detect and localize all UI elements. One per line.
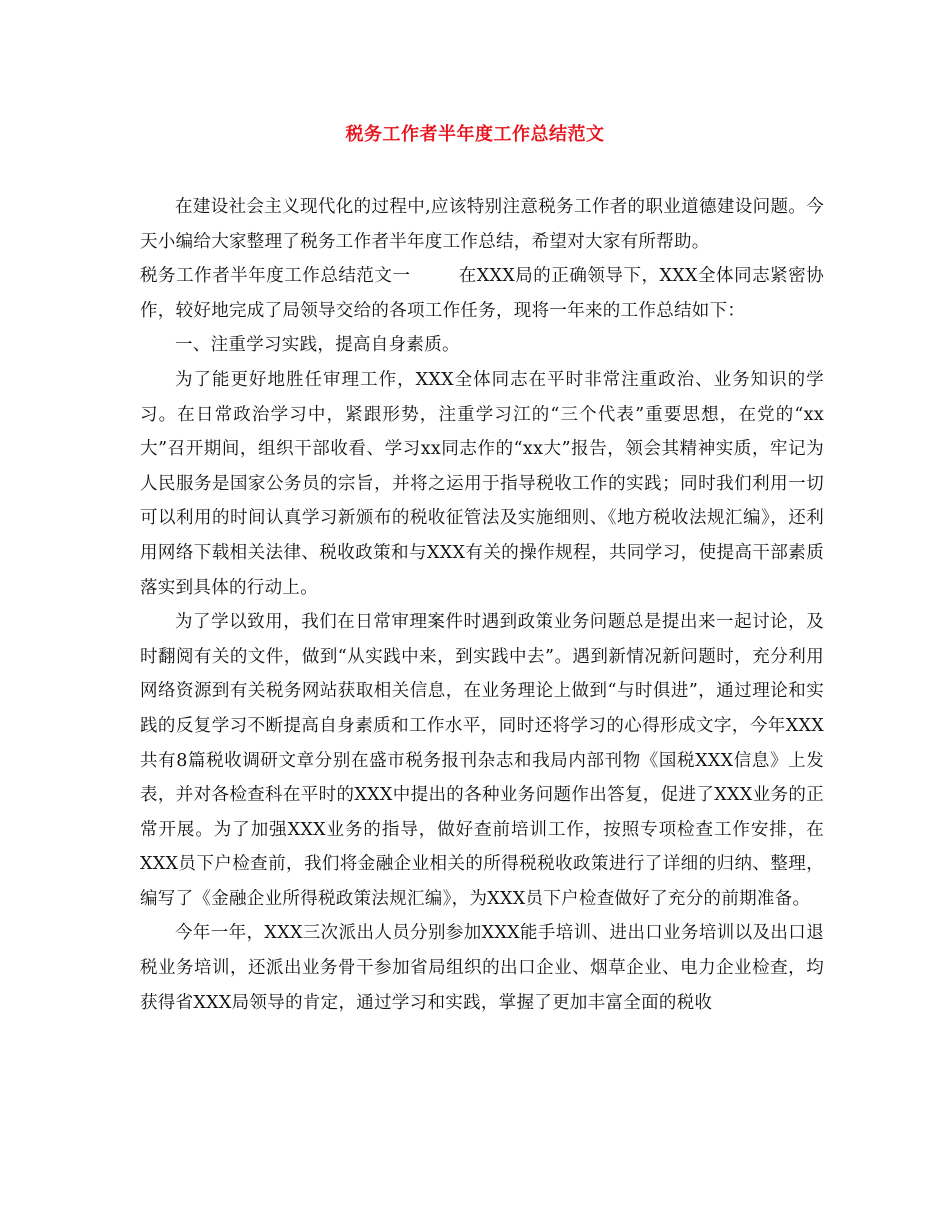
section-one-paragraph	[140, 259, 824, 328]
body-paragraph: 为了能更好地胜任审理工作，XXX全体同志在平时非常注重政治、业务知识的学习。在日常政治学习中，紧跟形势，注重学习江的“三个代表”重要思想，在党的“xx大”召开期间，组织干部收看、学习xx同志作的“xx大”报告，领会其精神实质，牢记为人民服务是国家公务员的宗旨，并将之运用于指导税收工作的实践；同时我们利用一切可以利用的时间认真学习新颁布的税收征管法及实施细则、《地方税收法规汇编》，还利用网络下载相关法律、税收政策和与XXX有关的操作规程，共同学习，使提高干部素质落实到具体的行动上。	[140, 369, 824, 598]
document-body	[140, 190, 824, 1020]
section-label: 税务工作者半年度工作总结范文一	[140, 266, 411, 287]
intro-paragraph: 在建设社会主义现代化的过程中,应该特别注意税务工作者的职业道德建设问题。今天小编给大家整理了税务工作者半年度工作总结，希望对大家有所帮助。	[140, 197, 824, 252]
section-intro: 在XXX局的正确领导下，XXX全体同志紧密协作，较好地完成了局领导交给的各项工作任务，现将一年来的工作总结如下：	[140, 266, 825, 321]
section-heading: 一、注重学习实践，提高自身素质。	[175, 335, 460, 356]
body-paragraph: 今年一年，XXX三次派出人员分别参加XXX能手培训、进出口业务培训以及出口退税业务培训，还派出业务骨干参加省局组织的出口企业、烟草企业、电力企业检查，均获得省XXX局领导的肯定，通过学习和实践，掌握了更加丰富全面的税收	[140, 923, 824, 1013]
document-title: 税务工作者半年度工作总结范文	[345, 124, 605, 145]
body-paragraph: 为了学以致用，我们在日常审理案件时遇到政策业务问题总是提出来一起讨论，及时翻阅有关的文件，做到“从实践中来，到实践中去”。遇到新情况新问题时，充分利用网络资源到有关税务网站获取相关信息，在业务理论上做到“与时俱进”，通过理论和实践的反复学习不断提高自身素质和工作水平，同时还将学习的心得形成文字，今年XXX共有8篇税收调研文章分别在盛市税务报刊杂志和我局内部刊物《国税XXX信息》上发表，并对各检查科在平时的XXX中提出的各种业务问题作出答复，促进了XXX业务的正常开展。为了加强XXX业务的指导，做好查前培训工作，按照专项检查工作安排，在XXX员下户检查前，我们将金融企业相关的所得税税收政策进行了详细的归纳、整理，编写了《金融企业所得税政策法规汇编》，为XXX员下户检查做好了充分的前期准备。	[140, 612, 824, 909]
